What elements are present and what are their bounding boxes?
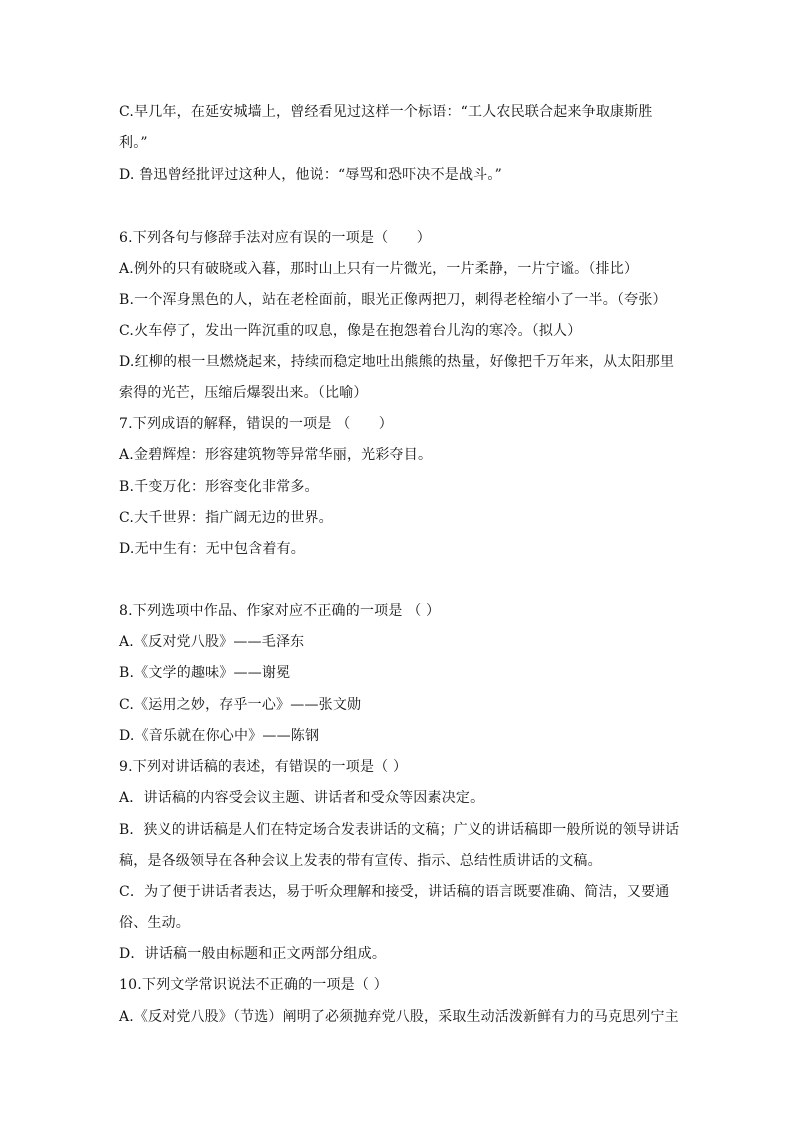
question-6-stem: 6.下列各句与修辞手法对应有误的一项是（ ）: [119, 230, 431, 246]
text-line: A．讲话稿的内容受会议主题、讲话者和受众等因素决定。: [119, 790, 485, 806]
question-9-stem: 9.下列对讲话稿的表述，有错误的一项是（ ）: [119, 759, 408, 775]
question-7-stem: 7.下列成语的解释，错误的一项是 （ ）: [119, 416, 394, 432]
text-line: A.金碧辉煌：形容建筑物等异常华丽，光彩夺目。: [119, 447, 433, 463]
text-line: C.早几年，在延安城墙上，曾经看见过这样一个标语：“工人农民联合起来争取康斯胜: [119, 104, 653, 120]
text-line: 索得的光芒，压缩后爆裂出来。（比喻）: [119, 385, 368, 401]
text-line: D.红柳的根一旦燃烧起来，持续而稳定地吐出熊熊的热量，好像把千万年来，从太阳那里: [119, 354, 675, 370]
text-line: A.例外的只有破晓或入暮，那时山上只有一片微光，一片柔静，一片宁谧。（排比）: [119, 261, 639, 277]
text-line: D.《音乐就在你心中》——陈钢: [119, 728, 320, 744]
text-line: A.《反对党八股》——毛泽东: [119, 634, 305, 650]
text-line: C.《运用之妙，存乎一心》——张文勋: [119, 697, 362, 713]
text-line: 利。”: [119, 135, 148, 151]
text-line: B.一个浑身黑色的人，站在老栓面前，眼光正像两把刀，刺得老栓缩小了一半。（夸张）: [119, 292, 667, 308]
text-line: B.千变万化：形容变化非常多。: [119, 479, 319, 495]
text-line: 稿，是各级领导在各种会议上发表的带有宣传、指示、总结性质讲话的文稿。: [119, 853, 602, 869]
text-line: C．为了便于讲话者表达，易于听众理解和接受，讲话稿的语言既要准确、简洁，又要通: [119, 884, 670, 900]
text-line: A.《反对党八股》（节选）阐明了必须抛弃党八股，采取生动活泼新鲜有力的马克思列宁主: [119, 1009, 679, 1025]
text-line: B.《文学的趣味》——谢冕: [119, 665, 291, 681]
question-8-stem: 8.下列选项中作品、作家对应不正确的一项是 （ ）: [119, 603, 441, 619]
question-10-stem: 10.下列文学常识说法不正确的一项是（ ）: [119, 977, 388, 993]
text-line: C.大千世界：指广阔无边的世界。: [119, 510, 333, 526]
text-line: D．讲话稿一般由标题和正文两部分组成。: [119, 946, 387, 962]
text-line: B．狭义的讲话稿是人们在特定场合发表讲话的文稿；广义的讲话稿即一般所说的领导讲话: [119, 822, 680, 838]
text-line: D.无中生有：无中包含着有。: [119, 541, 305, 557]
text-line: 俗、生动。: [119, 915, 190, 931]
text-line: C.火车停了，发出一阵沉重的叹息，像是在抱怨着台儿沟的寒冷。（拟人）: [119, 323, 582, 339]
text-line: D. 鲁迅曾经批评过这种人，他说：“辱骂和恐吓决不是战斗。”: [119, 167, 502, 183]
